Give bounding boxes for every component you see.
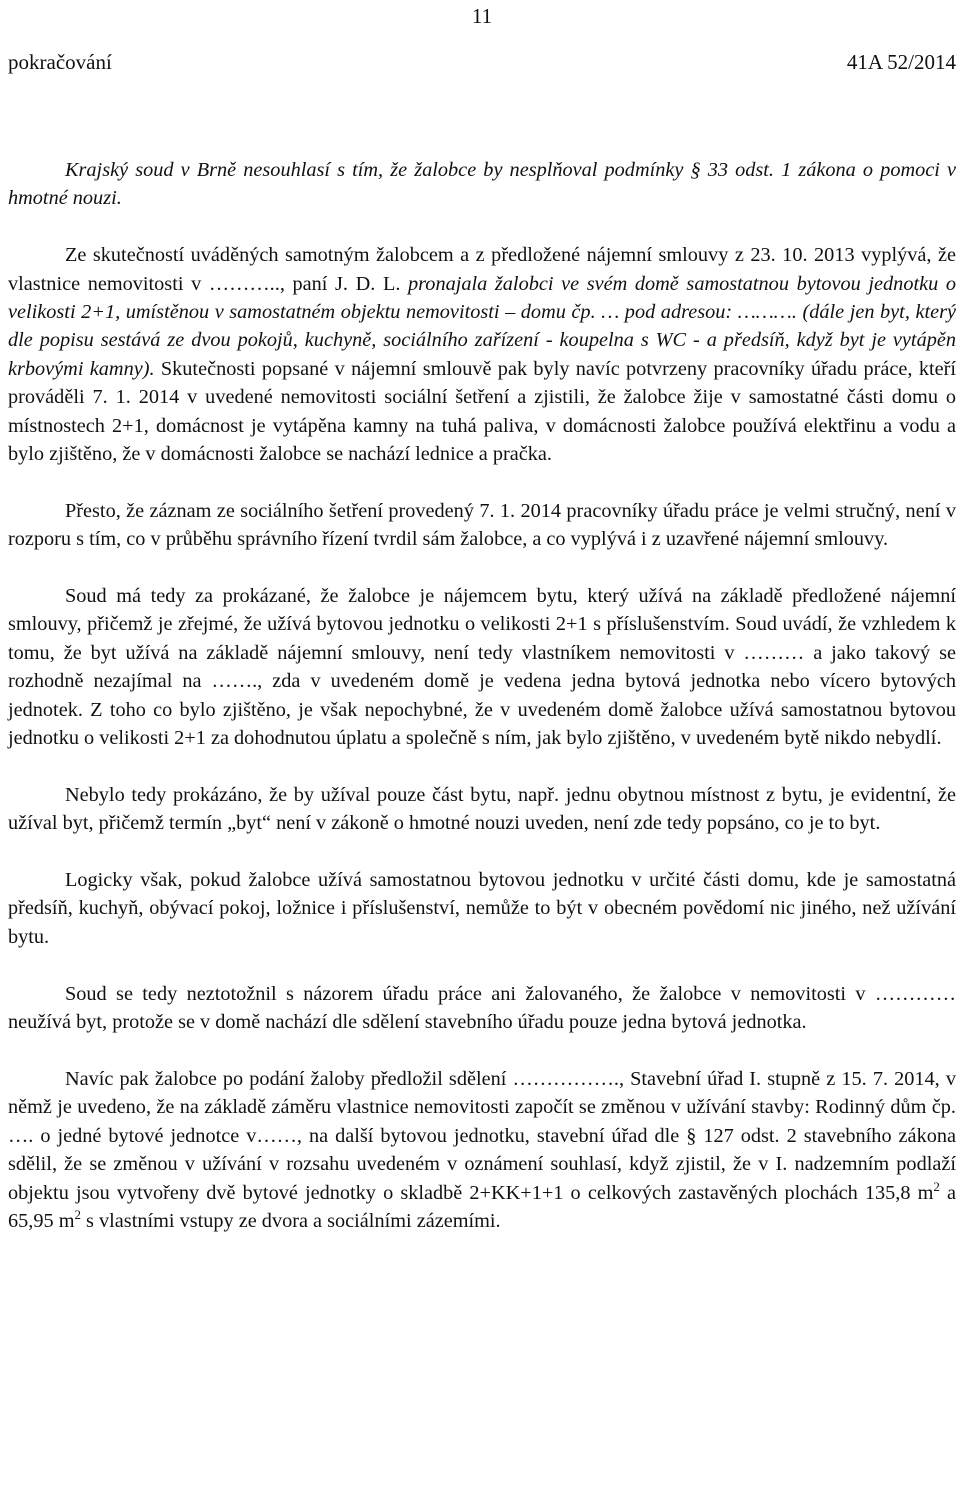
text-run: Přesto, že záznam ze sociálního šetření provedený 7. 1. 2014 pracovníky úřadu práce je velmi stručný, není v rozporu s tím, co v průběhu správního řízení tvrdil sám žalobce, a co vyplývá i z uzavřené nájemní smlouvy. [8,499,956,551]
document-body [8,156,956,1264]
superscript: 2 [933,1178,940,1194]
page-number: 11 [471,4,493,28]
case-number: 41A 52/2014 [846,50,956,74]
paragraph [8,980,956,1037]
page-header [8,50,956,75]
paragraph [8,1065,956,1235]
header-continuation-label: pokračování [8,50,112,74]
text-run: Krajský soud v Brně nesouhlasí s tím, že žalobce by nesplňoval podmínky § 33 odst. 1 zákona o pomoci v hmotné nouzi. [8,159,956,210]
text-run: Soud má tedy za prokázané, že žalobce je nájemcem bytu, který užívá na základě předložené nájemní smlouvy, přičemž je zřejmé, že užívá bytovou jednotku o velikosti 2+1 s příslušenstvím. Soud uvádí, že vzhledem k tomu, že byt užívá na základě nájemní smlouvy, není tedy vlastníkem nemovitosti v ……… a jako takový se rozhodně nezajímal na ……., zda v uvedeném domě je vedena jedna bytová jednotka nebo vícero bytových jednotek. Z toho co bylo zjištěno, je však nepochybné, že v uvedeném domě žalobce užívá samostatnou bytovou jednotku o velikosti 2+1 za dohodnutou úplatu a společně s ním, jak bylo zjištěno, v uvedeném bytě nikdo nebydlí. [8,585,956,750]
paragraph [8,241,956,468]
text-run: Ze skutečností uváděných samotným žalobcem a z předložené nájemní smlouvy z 23. 10. 2013 vyplývá, že vlastnice nemovitosti v ……….., paní J. D. L. [8,244,956,295]
paragraph [8,497,956,554]
superscript: 2 [74,1207,81,1223]
text-run: Soud se tedy neztotožnil s názorem úřadu práce ani žalovaného, že žalobce v nemovitosti v ………… neužívá byt, protože se v domě nachází dle sdělení stavebního úřadu pouze jedna bytová jednotka. [8,982,956,1034]
text-run: Logicky však, pokud žalobce užívá samostatnou bytovou jednotku v určité části domu, kde je samostatná předsíň, kuchyň, obývací pokoj, ložnice i příslušenství, nemůže to být v obecném povědomí nic jiného, než užívání bytu. [8,869,956,948]
paragraph [8,156,956,213]
paragraph [8,866,956,951]
text-run: Skutečnosti popsané v nájemní smlouvě pak byly navíc potvrzeny pracovníky úřadu práce, kteří prováděli 7. 1. 2014 v uvedené nemovitosti sociální šetření a zjistili, že žalobce žije v samostatné části domu o místnostech 2+1, domácnost je vytápěna kamny na tuhá paliva, v domácnosti žalobce používá elektřinu a vodu a bylo zjištěno, že v domácnosti žalobce se nachází lednice a pračka. [8,357,956,466]
paragraph [8,582,956,752]
text-run: a 65,95 m [8,1181,956,1232]
text-run: s vlastními vstupy ze dvora a sociálními zázemími. [80,1209,501,1232]
paragraph [8,781,956,838]
text-run: pronajala žalobci ve svém domě samostatnou bytovou jednotku o velikosti 2+1, umístěnou v samostatném objektu nemovitosti – domu čp. … pod adresou: ………. (dále jen byt, který dle popisu sestává ze dvou pokojů, kuchyně, sociálního zařízení - koupelna s WC - a předsíň, když byt je vytápěn krbovými kamny). [8,272,956,380]
text-run: Nebylo tedy prokázáno, že by užíval pouze část bytu, např. jednu obytnou místnost z bytu, je evidentní, že užíval byt, přičemž termín „byt“ není v zákoně o hmotné nouzi uveden, není zde tedy popsáno, co je to byt. [8,783,956,835]
text-run: Navíc pak žalobce po podání žaloby předložil sdělení ……………., Stavební úřad I. stupně z 15. 7. 2014, v němž je uvedeno, že na základě záměru vlastnice nemovitosti započít se změnou v užívání stavby: Rodinný dům čp. …. o jedné bytové jednotce v……, na další bytovou jednotku, stavební úřad dle § 127 odst. 2 stavebního zákona sdělil, že se změnou v užívání v rozsahu uvedeném v oznámení souhlasí, když zjistil, že v I. nadzemním podlaží objektu jsou vytvořeny dvě bytové jednotky o skladbě 2+KK+1+1 o celkových zastavěných plochách 135,8 m [8,1067,956,1204]
